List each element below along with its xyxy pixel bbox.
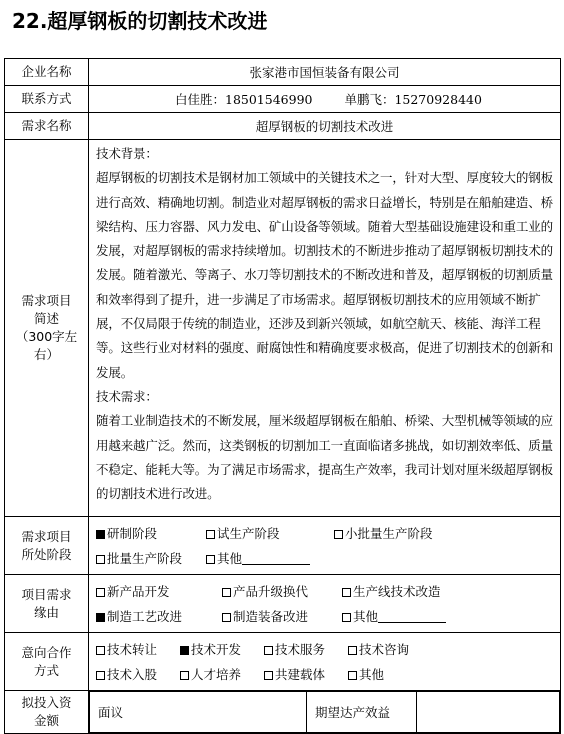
cooperation-options <box>89 633 561 691</box>
requirement-heading: 技术需求： <box>96 388 158 404</box>
summary-label-line1: 需求项目 <box>21 293 72 308</box>
other-blank-field[interactable] <box>242 552 310 565</box>
checkbox-icon[interactable] <box>342 588 351 597</box>
source-option-process[interactable] <box>96 604 222 629</box>
stage-option-small-batch[interactable] <box>334 521 433 546</box>
checkbox-icon[interactable] <box>96 555 105 564</box>
checkbox-icon[interactable] <box>96 588 105 597</box>
checkbox-icon[interactable] <box>334 530 343 539</box>
stage-option-trial[interactable] <box>206 521 334 546</box>
cooperation-label-line1: 意向合作 <box>21 644 72 660</box>
benefit-value[interactable] <box>417 692 560 733</box>
option-label: 试生产阶段 <box>217 525 280 541</box>
stage-option-mass[interactable] <box>96 546 206 571</box>
option-label: 制造工艺改进 <box>107 608 183 624</box>
investment-label <box>5 691 89 734</box>
demand-name-row <box>5 113 561 140</box>
contact-person-1: 白佳胜：18501546990 <box>175 92 313 107</box>
investment-value: 面议 <box>90 692 307 733</box>
summary-label-line2: 简述 <box>33 311 59 326</box>
checkbox-icon[interactable] <box>206 530 215 539</box>
company-row <box>5 59 561 86</box>
stage-option-development[interactable] <box>96 521 206 546</box>
source-option-other[interactable] <box>342 604 446 629</box>
page-title: 22.超厚钢板的切割技术改进 <box>12 9 268 33</box>
option-label: 小批量生产阶段 <box>345 525 433 541</box>
company-value: 张家港市国恒装备有限公司 <box>89 59 561 86</box>
benefit-label: 期望达产效益 <box>307 692 417 733</box>
option-label: 制造装备改进 <box>233 608 309 624</box>
option-label: 共建载体 <box>275 666 326 682</box>
background-heading: 技术背景： <box>96 146 158 161</box>
source-option-new-product[interactable] <box>96 579 222 604</box>
demand-name-value: 超厚钢板的切割技术改进 <box>89 113 561 140</box>
checkbox-icon[interactable] <box>348 671 357 680</box>
contact-label: 联系方式 <box>5 86 89 113</box>
investment-cell <box>89 691 561 734</box>
checkbox-icon[interactable] <box>96 671 105 680</box>
demand-name-label: 需求名称 <box>5 113 89 140</box>
coop-option-equity[interactable] <box>96 662 180 687</box>
option-label: 其他 <box>353 608 379 624</box>
summary-content <box>89 140 561 517</box>
option-label: 技术入股 <box>107 666 158 682</box>
background-text: 超厚钢板的切割技术是钢材加工领域中的关键技术之一，针对大型、厚度较大的钢板进行高效、精确地切割。制造业对超厚钢板的需求日益增长，特别是在船舶建造、桥梁结构、压力容器、风力发电、矿山设备等领域。随着大型基础设施建设和重工业的发展，对超厚钢板的需求持续增加。切割技术的不断进步推动了超厚钢板切割技术的发展。随着激光、等离子、水刀等切割技术的不断改进和普及，超厚钢板的切割质量和效率得到了提升，进一步满足了市场需求。超厚钢板切割技术的应用领域不断扩展，不仅局限于传统的制造业，还涉及到新兴领域，如航空航天、核能、海洋工程等。这些行业对材料的强度、耐腐蚀性和精确度要求极高，促进了切割技术的创新和发展。 <box>96 170 553 380</box>
stage-options <box>89 517 561 575</box>
checkbox-icon[interactable] <box>222 613 231 622</box>
coop-option-transfer[interactable] <box>96 637 180 662</box>
summary-row <box>5 140 561 517</box>
source-option-upgrade[interactable] <box>222 579 342 604</box>
checkbox-icon[interactable] <box>264 671 273 680</box>
other-blank-field[interactable] <box>378 610 446 623</box>
option-label: 产品升级换代 <box>233 583 309 599</box>
option-label: 技术转让 <box>107 641 158 657</box>
requirement-form <box>4 58 561 734</box>
checkbox-icon[interactable] <box>264 646 273 655</box>
source-options <box>89 575 561 633</box>
requirement-text: 随着工业制造技术的不断发展，厘米级超厚钢板在船舶、桥梁、大型机械等领域的应用越来越广泛。然而，这类钢板的切割加工一直面临诸多挑战，如切割效率低、质量不稳定、能耗大等。为了满足市场需求，提高生产效率，我司计划对厘米级超厚钢板的切割技术进行改进。 <box>96 413 553 502</box>
option-label: 其他 <box>359 666 385 682</box>
coop-option-service[interactable] <box>264 637 348 662</box>
company-label: 企业名称 <box>5 59 89 86</box>
summary-label <box>5 140 89 517</box>
stage-row <box>5 517 561 575</box>
coop-option-talent[interactable] <box>180 662 264 687</box>
source-row <box>5 575 561 633</box>
option-label: 新产品开发 <box>107 583 170 599</box>
checkbox-icon[interactable] <box>96 646 105 655</box>
option-label: 技术服务 <box>275 641 326 657</box>
option-label: 批量生产阶段 <box>107 550 183 566</box>
cooperation-row <box>5 633 561 691</box>
source-label <box>5 575 89 633</box>
checkbox-icon[interactable] <box>342 613 351 622</box>
checkbox-checked-icon[interactable] <box>96 530 105 539</box>
source-label-line2: 缘由 <box>33 604 59 620</box>
cooperation-label-line2: 方式 <box>33 662 59 678</box>
investment-row <box>5 691 561 734</box>
option-label: 人才培养 <box>191 666 242 682</box>
option-label: 生产线技术改造 <box>353 583 441 599</box>
contact-person-2: 单鹏飞：15270928440 <box>344 92 482 107</box>
source-label-line1: 项目需求 <box>21 586 72 602</box>
contact-row <box>5 86 561 113</box>
stage-label-line2: 所处阶段 <box>21 546 72 562</box>
summary-label-line3: （300字左 <box>15 329 78 344</box>
coop-option-development[interactable] <box>180 637 264 662</box>
source-option-equipment[interactable] <box>222 604 342 629</box>
checkbox-icon[interactable] <box>180 671 189 680</box>
summary-label-line4: 右） <box>33 347 59 362</box>
checkbox-checked-icon[interactable] <box>96 613 105 622</box>
stage-label <box>5 517 89 575</box>
option-label: 技术咨询 <box>359 641 410 657</box>
checkbox-icon[interactable] <box>222 588 231 597</box>
checkbox-checked-icon[interactable] <box>180 646 189 655</box>
stage-label-line1: 需求项目 <box>21 528 72 544</box>
investment-inner-table <box>89 691 560 733</box>
option-label: 技术开发 <box>191 641 242 657</box>
option-label: 研制阶段 <box>107 525 158 541</box>
checkbox-icon[interactable] <box>348 646 357 655</box>
coop-option-consulting[interactable] <box>348 637 409 662</box>
contact-value <box>89 86 561 113</box>
investment-label-line2: 金额 <box>33 713 59 728</box>
investment-label-line1: 拟投入资 <box>21 695 72 710</box>
stage-option-other[interactable] <box>206 546 310 571</box>
source-option-line-retrofit[interactable] <box>342 579 441 604</box>
coop-option-platform[interactable] <box>264 662 348 687</box>
coop-option-other[interactable] <box>348 662 384 687</box>
option-label: 其他 <box>217 550 243 566</box>
checkbox-icon[interactable] <box>206 555 215 564</box>
cooperation-label <box>5 633 89 691</box>
